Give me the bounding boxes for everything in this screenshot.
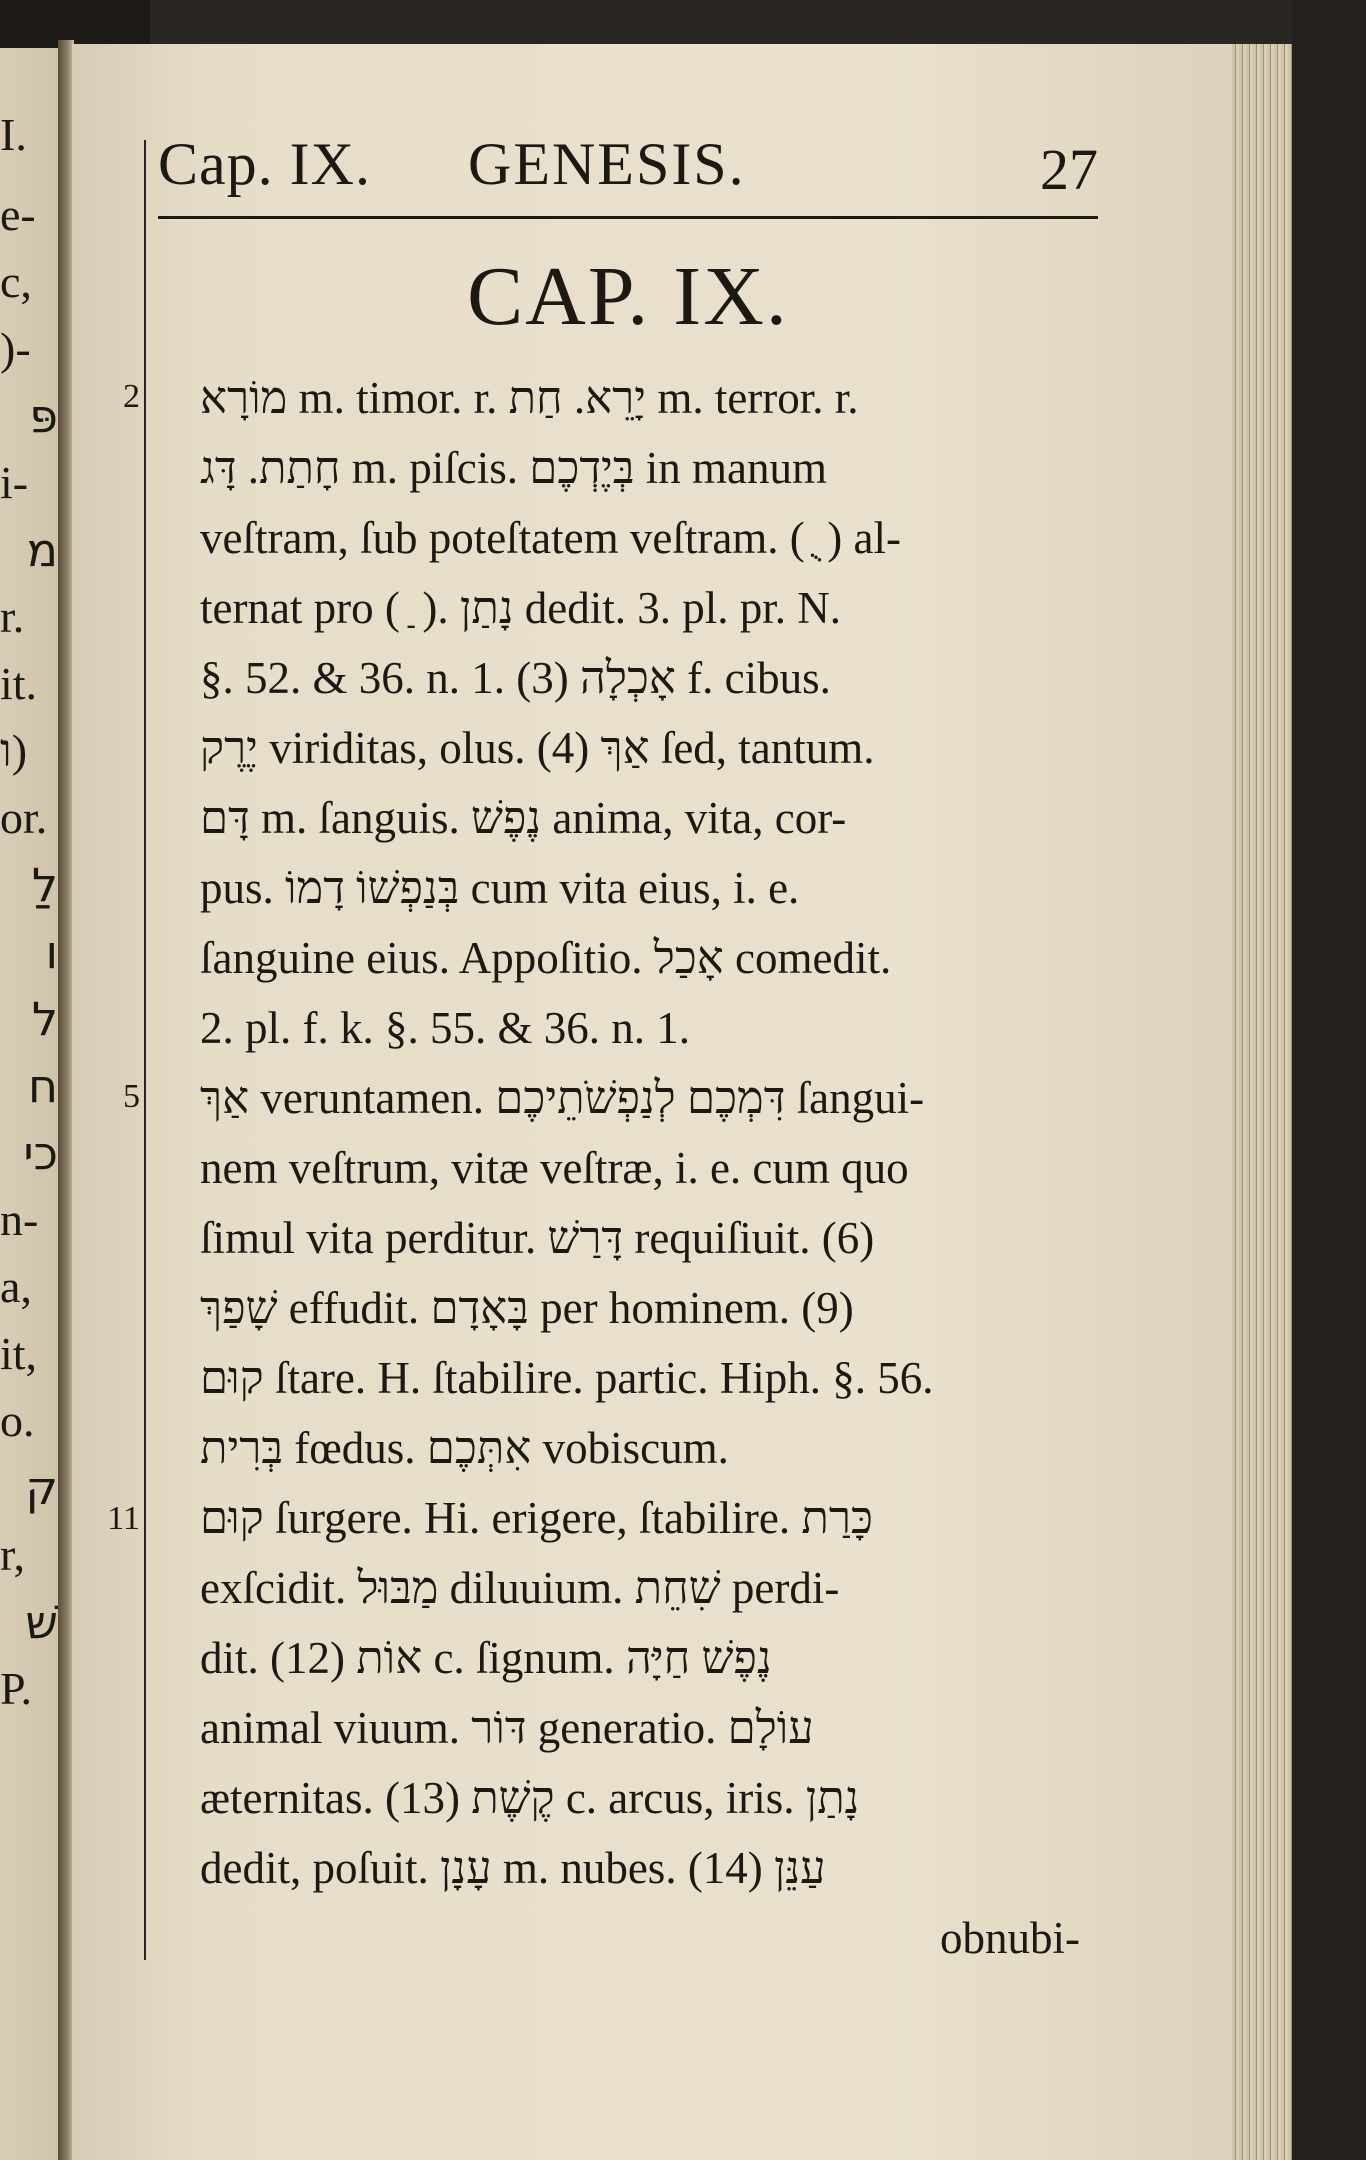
text-line: §. 52. & 36. n. 1. (3) אָכְלָה f. cibus. [200, 653, 831, 703]
running-head-book: GENESIS. [468, 131, 746, 197]
fragment: r. [0, 592, 25, 642]
text-line: 2. pl. f. k. §. 55. & 36. n. 1. [200, 1003, 690, 1053]
fragment: a, [0, 1262, 32, 1312]
fragment: or. [0, 793, 48, 843]
fragment: ו [45, 927, 58, 979]
fragment: e- [0, 190, 36, 240]
text-line: nem veſtrum, vitæ veſtræ, i. e. cum quo [200, 1143, 909, 1193]
page-edges [1232, 44, 1292, 2160]
fragment: כי [23, 1128, 58, 1180]
text-line: אַךְ veruntamen. דִּמְכֶם לְנַפְשֹׁתֵיכֶם ſangui- [200, 1073, 925, 1123]
fragment: ל [31, 994, 58, 1046]
text-line: dedit, poſuit. עָנָן m. nubes. (14) עַנֵּן [200, 1843, 826, 1893]
fragment: r, [0, 1530, 25, 1580]
fragment: מ [26, 525, 58, 577]
fragment: it. [0, 659, 38, 709]
text-line: æternitas. (13) קֶשֶׁת c. arcus, iris. נָתַן [200, 1773, 860, 1823]
fragment: שׁ [25, 1597, 58, 1649]
verse-number: 2 [123, 378, 140, 415]
fragment: ח [27, 1061, 58, 1113]
text-line: dit. (12) אוֹת c. ſignum. נֶפֶשׁ חַיָּה [200, 1633, 772, 1683]
fragment: ו) [0, 726, 28, 776]
fragment: לַ [31, 860, 58, 912]
text-line: בְּרִית fœdus. אִתְּכֶם vobiscum. [200, 1423, 729, 1473]
fragment: ק [25, 1463, 58, 1515]
fragment: it, [0, 1329, 38, 1379]
text-line: exſcidit. מַבּוּל diluuium. שִׁחֵת perdi- [200, 1563, 840, 1613]
header-rule [158, 216, 1098, 219]
fragment: P. [0, 1664, 32, 1714]
background-right [1292, 0, 1366, 2160]
fragment: o. [0, 1396, 35, 1446]
text-line: שָׁפַךְ effudit. בָּאָדָם per hominem. (9) [200, 1283, 854, 1333]
fragment: n- [0, 1195, 39, 1245]
text-line: ternat pro ( ַ ). נָתַן dedit. 3. pl. pr. N. [200, 583, 841, 633]
text-line: קוּם ſtare. H. ſtabilire. partic. Hiph. §. 56. [200, 1353, 934, 1403]
fragment: c, [0, 257, 32, 307]
facing-page-fragments [0, 110, 58, 1731]
margin-rule [144, 140, 146, 1960]
text-line: ſimul vita perditur. דָּרַשׁ requiſiuit. (6) [200, 1213, 875, 1263]
text-line: חָתַת. דָּג m. piſcis. בְּיֶדְכֶם in manum [200, 443, 827, 493]
fragment: פּ [29, 391, 58, 443]
fragment: i- [0, 458, 29, 508]
text-line: קוּם ſurgere. Hi. erigere, ſtabilire. כָּרַת [200, 1493, 873, 1543]
verse-number: 5 [123, 1078, 140, 1115]
verse-number: 11 [107, 1500, 140, 1537]
page-number: 27 [1040, 137, 1098, 202]
text-line: מוֹרָא m. timor. r. יָרֵא. חַת m. terror. r. [200, 373, 859, 423]
text-line-catchword: obnubi- [940, 1913, 1080, 1963]
fragment: I. [0, 110, 27, 160]
fragment: )- [0, 324, 31, 374]
running-head [158, 130, 1098, 210]
running-head-chapter: Cap. IX. [158, 131, 371, 197]
chapter-title: CAP. IX. [467, 250, 789, 343]
text-line: יֶרֶק viriditas, olus. (4) אַךְ ſed, tantum. [200, 723, 875, 773]
text-line: ſanguine eius. Appoſitio. אָכַל comedit. [200, 933, 892, 983]
text-line: דָּם m. ſanguis. נֶפֶשׁ anima, vita, cor- [200, 793, 847, 843]
text-line: animal viuum. דּוֹר generatio. עוֹלָם [200, 1703, 814, 1753]
text-line: veſtram, ſub poteſtatem veſtram. ( ֻ ) al- [200, 513, 901, 563]
text-line: pus. בְּנַפְשׁוֹ דָמוֹ cum vita eius, i. e. [200, 863, 800, 913]
